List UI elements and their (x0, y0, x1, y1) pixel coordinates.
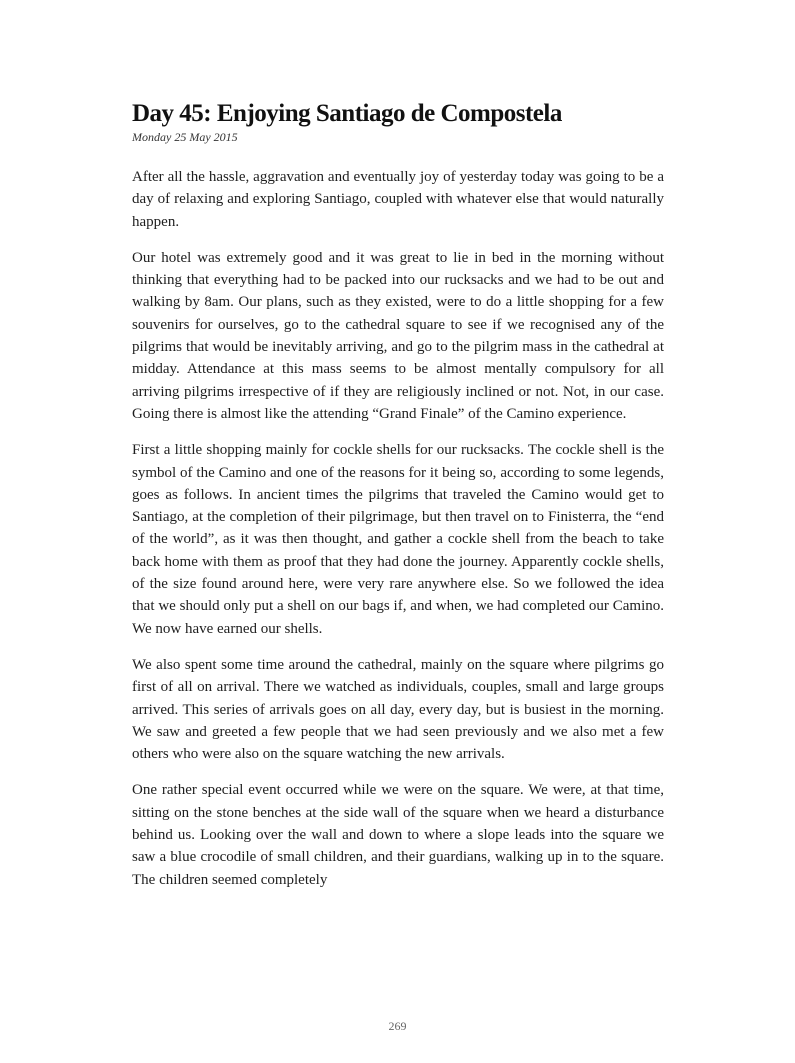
paragraph: Our hotel was extremely good and it was great to lie in bed in the morning without thinking that everything had to be packed into our rucksacks and we had to be out and walking by 8am. Our plans, such as they existed, were to do a little shopping for a few souvenirs for ourselves, go to the cathedral square to see if we recognised any of the pilgrims that would be inevitably arriving, and go to the pilgrim mass in the cathedral at midday. Attendance at this mass seems to be almost mentally compulsory for all arriving pilgrims irrespective of if they are religiously inclined or not. Not, in our case. Going there is almost like the attending “Grand Finale” of the Camino experience. (132, 249, 664, 422)
paragraph: First a little shopping mainly for cockle shells for our rucksacks. The cockle shell is the symbol of the Camino and one of the reasons for it being so, according to some legends, goes as follows. In ancient times the pilgrims that traveled the Camino would get to Santiago, at the completion of their pilgrimage, but then travel on to Finisterra, the “end of the world”, as it was then thought, and gather a cockle shell from the beach to take back home with them as proof that they had done the journey. Apparently cockle shells, of the size found around here, were very rare anywhere else. So we followed the idea that we should only put a shell on our bags if, and when, we had completed our Camino. We now have earned our shells. (132, 442, 664, 637)
paragraph: After all the hassle, aggravation and eventually joy of yesterday today was going to be a day of relaxing and exploring Santiago, coupled with whatever else that would naturally happen. (132, 169, 664, 230)
entry-date: Monday 25 May 2015 (132, 130, 238, 144)
page-title: Day 45: Enjoying Santiago de Compostela (132, 100, 562, 127)
paragraph: One rather special event occurred while we were on the square. We were, at that time, sitting on the stone benches at the side wall of the square when we heard a disturbance behind us. Looking over the wall and down to where a slope leads into the square we saw a blue crocodile of small children, and their guardians, walking up in to the square. The children seemed completely (132, 782, 664, 888)
body-text (132, 166, 664, 905)
page-number: 269 (388, 1019, 407, 1033)
paragraph: We also spent some time around the cathedral, mainly on the square where pilgrims go first of all on arrival. There we watched as individuals, couples, small and large groups arrived. This series of arrivals goes on all day, every day, but is busiest in the morning. We saw and greeted a few people that we had seen previously and we also met a few others who were also on the square watching the new arrivals. (132, 656, 664, 763)
